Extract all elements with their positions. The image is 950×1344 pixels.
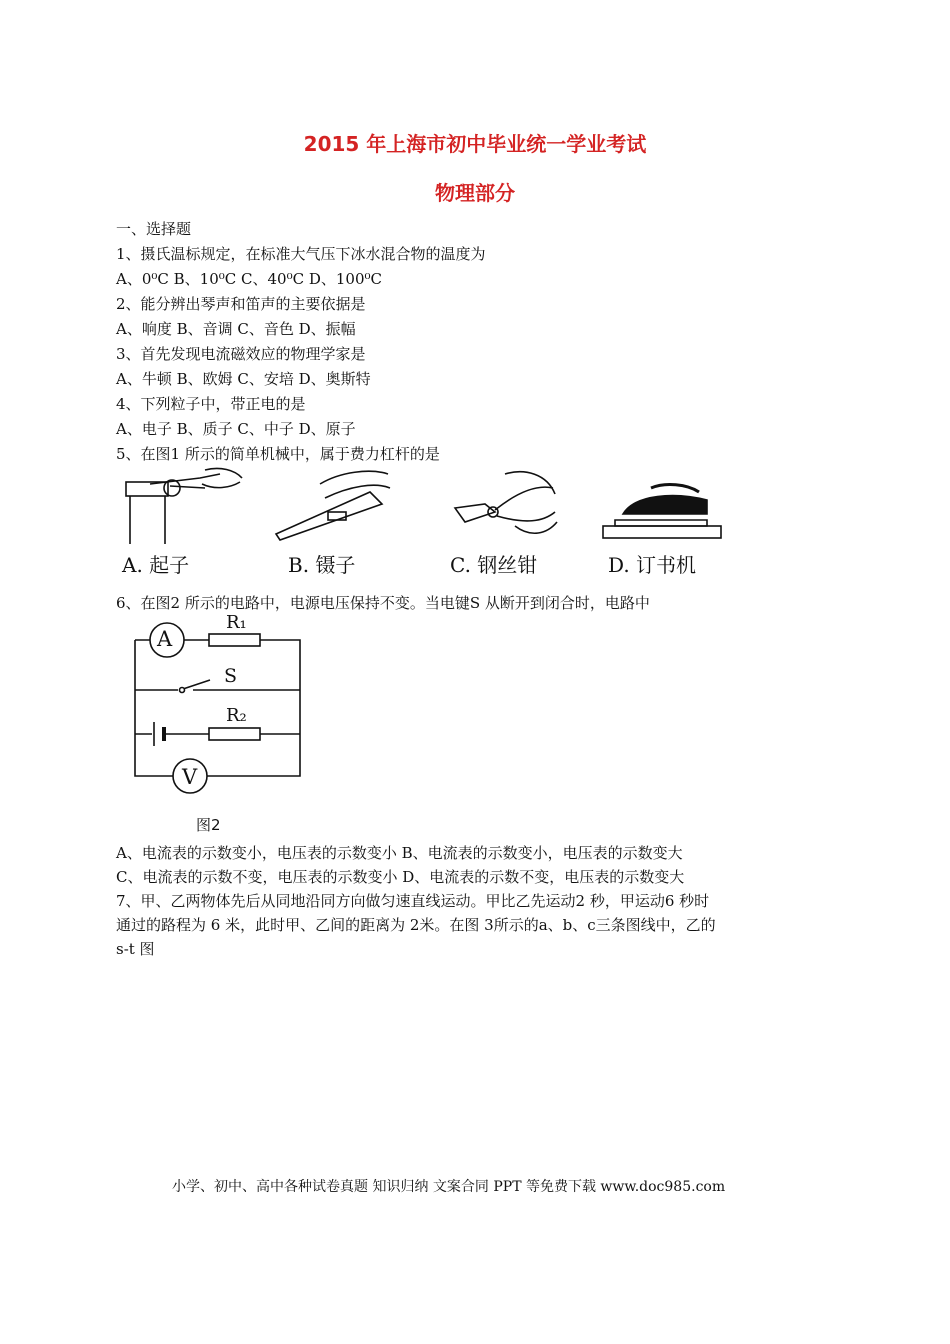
q3-options: A、牛顿 B、欧姆 C、安培 D、奥斯特	[116, 370, 371, 388]
resistor-r1	[209, 634, 260, 646]
resistor-r2	[209, 728, 260, 740]
q1-options: A、0⁰C B、10⁰C C、40⁰C D、100⁰C	[116, 270, 382, 288]
q2-stem: 2、能分辨出琴声和笛声的主要依据是	[116, 295, 366, 313]
resistor-r2-label: R₂	[226, 705, 247, 726]
q7-stem-3: s-t 图	[116, 940, 155, 958]
figure1-drawings	[110, 464, 750, 554]
figure1-label-a: A. 起子	[122, 553, 190, 577]
exam-subtitle: 物理部分	[435, 181, 515, 205]
figure1-label-b: B. 镊子	[288, 553, 356, 577]
q7-stem-2: 通过的路程为 6 米，此时甲、乙间的距离为 2米。在图 3所示的a、b、c三条图线中，乙的	[116, 916, 716, 934]
q6-stem: 6、在图2 所示的电路中，电源电压保持不变。当电键S 从断开到闭合时，电路中	[116, 594, 650, 612]
voltmeter-label: V	[182, 765, 198, 789]
q1-stem: 1、摄氏温标规定，在标准大气压下冰水混合物的温度为	[116, 245, 486, 263]
tweezers-image	[276, 471, 390, 540]
bottle-opener-image	[126, 468, 242, 544]
footer-note: 小学、初中、高中各种试卷真题 知识归纳 文案合同 PPT 等免费下载 www.doc985.com	[172, 1179, 726, 1195]
q7-stem-1: 7、甲、乙两物体先后从同地沿同方向做匀速直线运动。甲比乙先运动2 秒，甲运动6 秒时	[116, 892, 710, 910]
q4-stem: 4、下列粒子中，带正电的是	[116, 395, 306, 413]
figure1-label-d: D. 订书机	[608, 553, 697, 577]
q2-options: A、响度 B、音调 C、音色 D、振幅	[116, 320, 356, 338]
exam-title: 2015 年上海市初中毕业统一学业考试	[303, 132, 647, 156]
figure2-circuit	[120, 616, 320, 836]
resistor-r1-label: R₁	[226, 612, 247, 633]
stapler-image	[603, 485, 721, 538]
figure1-label-c: C. 钢丝钳	[450, 553, 538, 577]
q5-stem: 5、在图1 所示的简单机械中，属于费力杠杆的是	[116, 445, 440, 463]
ammeter-label: A	[157, 627, 173, 651]
wire-pliers-image	[455, 472, 557, 533]
q6-options-2: C、电流表的示数不变，电压表的示数变小 D、电流表的示数不变，电压表的示数变大	[116, 868, 685, 886]
switch-label: S	[224, 665, 238, 687]
q6-options-1: A、电流表的示数变小，电压表的示数变小 B、电流表的示数变小，电压表的示数变大	[116, 844, 683, 862]
q4-options: A、电子 B、质子 C、中子 D、原子	[116, 420, 356, 438]
figure2-caption: 图2	[196, 816, 221, 834]
section-heading: 一、选择题	[116, 220, 192, 238]
q3-stem: 3、首先发现电流磁效应的物理学家是	[116, 345, 366, 363]
